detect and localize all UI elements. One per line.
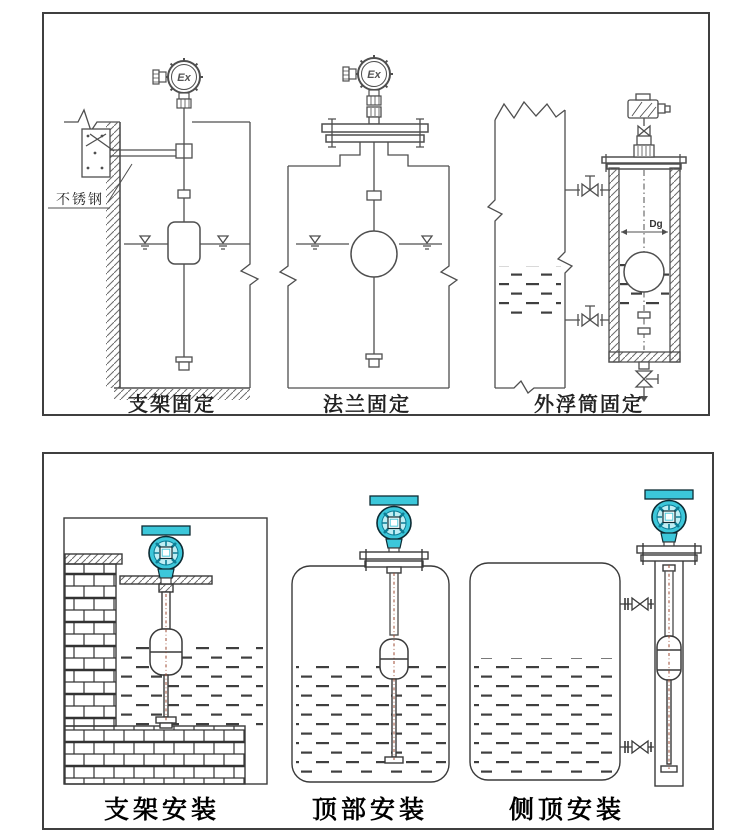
tank-liquid — [499, 266, 561, 314]
diagram-bracket-fixing — [48, 58, 258, 400]
tank-shoulder-left — [288, 142, 360, 166]
caption-external-chamber-fixing: 外浮筒固定 — [534, 394, 644, 416]
tank-top-break-line — [495, 102, 565, 120]
tank-shoulder-right — [388, 142, 449, 166]
brick-floor — [65, 726, 245, 784]
liquid — [296, 664, 446, 778]
guide-tube — [665, 571, 673, 636]
threaded-joint — [159, 584, 173, 592]
panel-installation-methods — [42, 452, 714, 830]
transmitter-head-icon — [645, 490, 693, 548]
transmitter-head-icon — [370, 496, 418, 554]
tank-left-wall — [488, 120, 502, 388]
transmitter-head-icon — [628, 94, 670, 118]
diameter-label: Dg — [649, 219, 663, 230]
rod-end-stop — [366, 354, 382, 359]
caption-top-install: 顶部安装 — [311, 796, 428, 824]
mounting-flange — [637, 546, 701, 553]
diagram-external-chamber-fixing — [488, 94, 686, 402]
rod-end-stop — [176, 357, 192, 362]
sensor-tube — [162, 592, 170, 629]
brick-wall — [65, 564, 116, 726]
tank-right-wall — [558, 110, 572, 388]
caption-flange-fixing: 法兰固定 — [323, 394, 411, 416]
flange-plate — [322, 124, 428, 132]
diagram-flange-fixing — [280, 55, 457, 388]
chamber-flange — [602, 157, 686, 163]
isolation-valve-bottom-icon — [565, 306, 609, 326]
fixing-methods-drawing — [44, 14, 708, 414]
float-ball-icon — [624, 252, 664, 292]
connection-valve-top-icon — [620, 598, 654, 610]
float-icon — [168, 222, 200, 264]
ex-marking-label: Ex — [177, 72, 191, 84]
chamber-left-wall — [609, 168, 619, 362]
mounting-flange — [360, 552, 428, 559]
rod-collar — [178, 190, 190, 198]
liquid — [474, 658, 616, 776]
panel-fixing-methods — [42, 12, 710, 416]
threaded-connection — [634, 145, 654, 157]
connection-valve-bottom-icon — [620, 741, 654, 753]
liquid — [120, 640, 263, 726]
ex-marking-label: Ex — [367, 69, 381, 81]
sensor-tube-lower — [392, 679, 396, 757]
material-annotation: 不锈钢 — [56, 191, 104, 207]
installation-methods-drawing — [44, 454, 712, 828]
float-ball-icon — [351, 231, 397, 277]
transmitter-head-icon — [142, 526, 190, 584]
wall-cap — [65, 554, 122, 564]
caption-bracket-install: 支架安装 — [103, 796, 220, 824]
chamber-right-wall — [670, 168, 680, 362]
caption-bracket-fixing: 支架固定 — [128, 394, 216, 416]
isolation-valve-top-icon — [565, 176, 609, 196]
chamber-bottom — [609, 352, 680, 362]
rod-collar — [367, 191, 381, 200]
tank-right-wall — [441, 166, 457, 388]
diagram-side-top-install — [470, 490, 701, 786]
rod-collar — [638, 312, 650, 318]
diagram-top-install — [292, 496, 449, 782]
vessel-right-wall — [241, 122, 258, 388]
nozzle — [387, 567, 401, 573]
caption-side-top-install: 侧顶安装 — [508, 796, 625, 824]
diagram-bracket-install — [64, 518, 267, 784]
tank-left-wall — [280, 166, 296, 388]
